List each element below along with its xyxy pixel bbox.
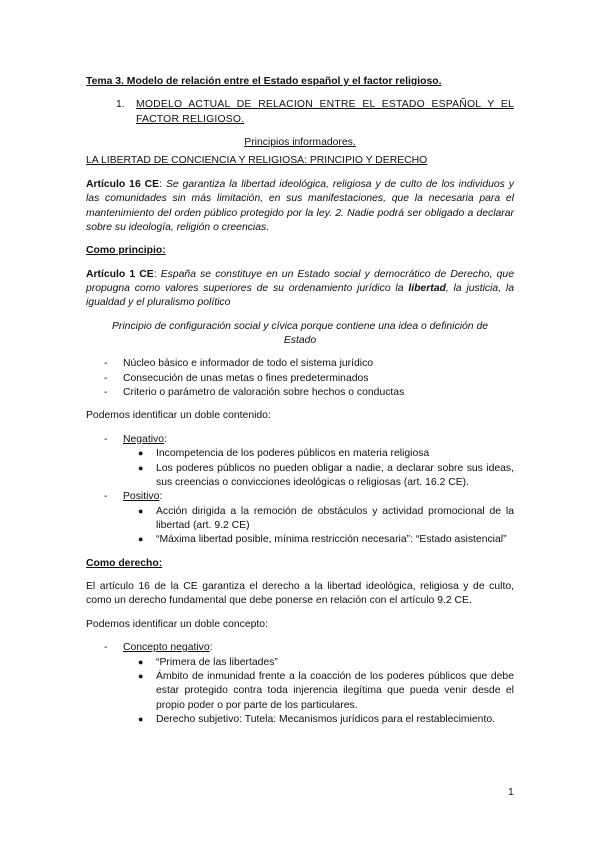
bullet-marker: ●: [138, 713, 144, 724]
art1-label: Artículo 1 CE: [86, 268, 154, 280]
list-item: [86, 533, 514, 547]
list-item: [86, 372, 514, 386]
concepto-negativo-colon: :: [209, 642, 213, 654]
list-item-concepto-negativo: [86, 641, 514, 727]
dash-marker: -: [104, 642, 108, 654]
positivo-label: Positivo: [123, 491, 160, 503]
page-content: [86, 75, 514, 736]
art16-derecho-paragraph: El artículo 16 de la CE garantiza el derecho a la libertad ideológica, religiosa y de culto, como un derecho fundamental que debe ponerse en relación con el artículo 9.2 CE.: [86, 581, 514, 607]
negativo-label: Negativo: [123, 433, 165, 445]
bullet-marker: ●: [138, 534, 144, 545]
art1-sep: :: [153, 268, 161, 280]
list-item-positivo: [86, 490, 514, 547]
dash-marker: -: [104, 433, 108, 445]
concepto-negativo-sublist: [86, 656, 514, 728]
negativo-sublist: [86, 447, 514, 490]
concepto-list: [86, 641, 514, 727]
list-item-text: “Máxima libertad posible, mínima restricción necesaria”: “Estado asistencial”: [156, 534, 507, 546]
dash-marker: -: [104, 491, 108, 503]
principio-configuracion: Principio de configuración social y cívica porque contiene una idea o definición de Estado: [111, 320, 489, 347]
list-item-text: Criterio o parámetro de valoración sobre hechos o conductas: [123, 387, 405, 399]
principio-list: [86, 357, 514, 400]
bullet-marker: ●: [138, 462, 144, 473]
positivo-sublist: [86, 505, 514, 548]
list-item-text: Derecho subjetivo: Tutela: Mecanismos jurídicos para el restablecimiento.: [156, 713, 496, 725]
negativo-colon: :: [164, 433, 167, 445]
art1-bold-word: libertad: [408, 282, 446, 294]
list-item: [86, 462, 514, 491]
bullet-marker: ●: [138, 505, 144, 516]
contenido-list: [86, 433, 514, 548]
art16-label: Artículo 16 CE: [86, 178, 160, 190]
list-item-text: Incompetencia de los poderes públicos en materia religiosa: [156, 448, 430, 460]
art1-paragraph: [86, 268, 514, 311]
list-item-text: Acción dirigida a la remoción de obstáculos y actividad promocional de la libertad (art. 9.2 CE): [156, 505, 514, 531]
list-item: [86, 656, 514, 670]
heading-como-derecho: Como derecho:: [86, 557, 163, 569]
list-item-text: Consecución de unas metas o fines predeterminados: [123, 372, 369, 384]
list-item-text: Los poderes públicos no pueden obligar a nadie, a declarar sobre sus ideas, sus creencias o convicciones ideológicas o religiosas (art. 16.2 CE).: [156, 462, 514, 488]
list-item: [86, 447, 514, 461]
list-item: [86, 670, 514, 713]
heading-como-principio: Como principio:: [86, 245, 166, 257]
bullet-marker: ●: [138, 670, 144, 681]
document-title: Tema 3. Modelo de relación entre el Estado español y el factor religioso.: [86, 76, 442, 87]
positivo-colon: :: [159, 491, 163, 503]
list-item-text: “Primera de las libertades”: [156, 656, 278, 668]
art16-paragraph: [86, 178, 514, 235]
dash-marker: -: [104, 358, 108, 370]
dash-marker: -: [104, 372, 108, 384]
list-item-text: Núcleo básico e informador de todo el sistema jurídico: [123, 358, 374, 370]
section-1-number: 1.: [116, 99, 125, 111]
art1-text-before: España se constituye en un Estado social y democrático de Derecho, que propugna como valores superiores de su ordenamiento jurídico la: [86, 268, 514, 294]
section-1-text: MODELO ACTUAL DE RELACION ENTRE EL ESTADO ESPAÑOL Y EL FACTOR RELIGIOSO.: [136, 99, 514, 125]
concepto-negativo-label: Concepto negativo: [123, 642, 210, 654]
list-item: [86, 505, 514, 534]
art1-text-after: , la justicia, la igualdad y el pluralismo político: [86, 282, 514, 309]
list-item: [86, 386, 514, 400]
bullet-marker: ●: [138, 656, 144, 667]
bullet-marker: ●: [138, 448, 144, 459]
section-1-heading: [116, 98, 514, 127]
art16-sep: :: [159, 178, 166, 190]
list-item: [86, 713, 514, 727]
doble-contenido: Podemos identificar un doble contenido:: [86, 410, 271, 422]
art16-text: Se garantiza la libertad ideológica, religiosa y de culto de los individuos y las comunidades sin más limitación, en sus manifestaciones, que la necesaria para el mantenimiento del orden público protegido por la ley. 2. Nadie podrá ser obligado a declarar sobre su ideología, religión o creencias.: [86, 178, 514, 233]
list-item: [86, 357, 514, 371]
list-item-text: Ámbito de inmunidad frente a la coacción de los poderes públicos que debe estar protegido contra toda injerencia ilegítima que pueda venir desde el propio poder o por parte de los particulares.: [156, 670, 514, 711]
page-number: 1: [508, 787, 514, 798]
subtitle-principios: Principios informadores.: [244, 137, 356, 149]
list-item-negativo: [86, 433, 514, 490]
heading-libertad: LA LIBERTAD DE CONCIENCIA Y RELIGIOSA: PRINCIPIO Y DERECHO: [86, 155, 428, 167]
doble-concepto: Podemos identificar un doble concepto:: [86, 618, 268, 630]
dash-marker: -: [104, 387, 108, 399]
